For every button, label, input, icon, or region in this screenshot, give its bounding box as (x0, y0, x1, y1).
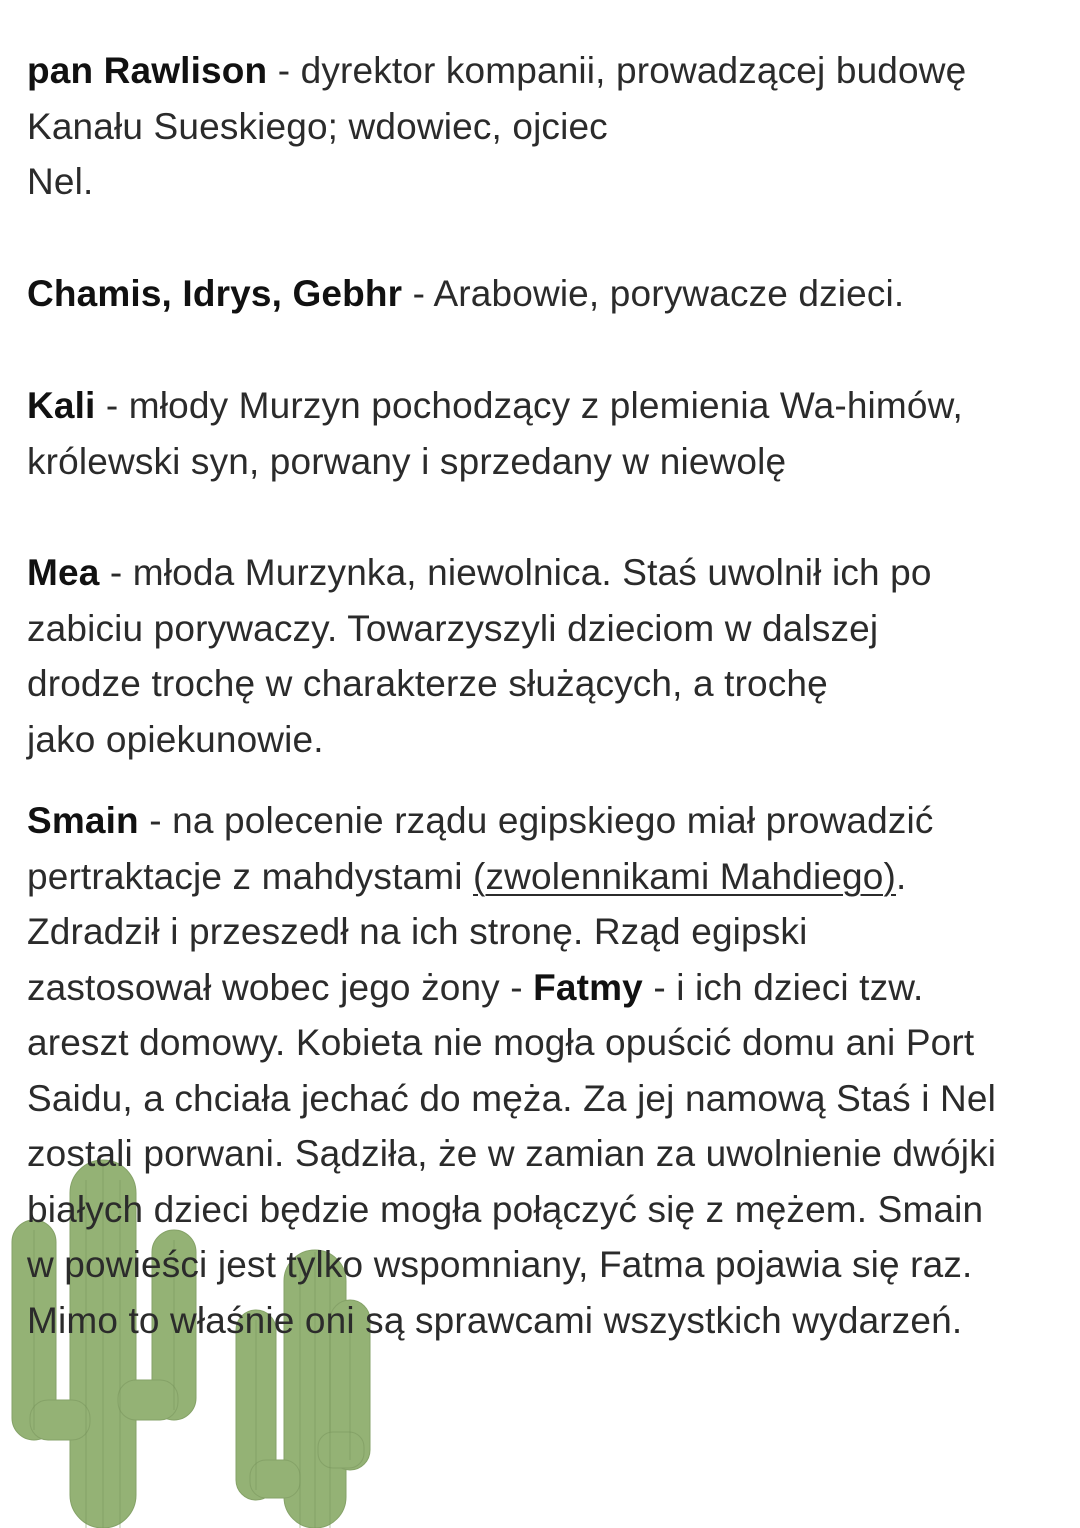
entry-line (27, 43, 1062, 99)
character-description: - Arabowie, porywacze dzieci. (402, 273, 905, 314)
entry-kali (27, 378, 1062, 489)
entry-line (27, 849, 1062, 905)
entry-line (27, 545, 1062, 601)
entry-line: Zdradził i przeszedł na ich stronę. Rząd egipski (27, 911, 808, 952)
entry-text: pertraktacje z mahdystami (27, 855, 474, 897)
entry-text: zastosował wobec jego żony - (27, 966, 534, 1008)
entry-line: drodze trochę w charakterze służących, a trochę (27, 663, 828, 704)
character-name-fatma: Fatmy (533, 966, 643, 1008)
entry-line: zostali porwani. Sądziła, że w zamian za uwolnienie dwójki (27, 1133, 997, 1174)
character-name: Kali (27, 385, 96, 426)
entry-line: w powieści jest tylko wspomniany, Fatma pojawia się raz. (27, 1244, 973, 1285)
entry-line: królewski syn, porwany i sprzedany w niewolę (27, 440, 787, 482)
character-description: - na polecenie rządu egipskiego miał prowadzić (138, 800, 934, 841)
entry-line: Saidu, a chciała jechać do męża. Za jej namową Staś i Nel (27, 1077, 996, 1119)
character-description: - dyrektor kompanii, prowadzącej budowę (267, 50, 967, 91)
character-description: - młoda Murzynka, niewolnica. Staś uwolnił ich po (99, 552, 932, 593)
character-description: - młody Murzyn pochodzący z plemienia Wa-himów, (95, 385, 963, 426)
character-name: Smain (27, 800, 139, 841)
entry-line: białych dzieci będzie mogła połączyć się z mężem. Smain (27, 1188, 984, 1230)
entry-line (27, 266, 1062, 322)
entry-line: Mimo to właśnie oni są sprawcami wszystkich wydarzeń. (27, 1299, 963, 1341)
entry-line (27, 960, 1062, 1016)
entry-line (27, 793, 1062, 849)
character-name: Chamis, Idrys, Gebhr (27, 273, 403, 314)
entry-text: . (896, 855, 907, 897)
entry-line: jako opiekunowie. (27, 718, 324, 760)
entry-rawlison (27, 43, 1062, 210)
entry-line: zabiciu porywaczy. Towarzyszyli dzieciom w dalszej (27, 607, 879, 649)
entry-line: Nel. (27, 161, 94, 202)
entry-mea (27, 545, 1062, 767)
character-name: pan Rawlison (27, 50, 268, 91)
entry-line: Kanału Sueskiego; wdowiec, ojciec (27, 105, 608, 147)
entry-chamis-idrys-gebhr (27, 266, 1062, 322)
entry-text: - i ich dzieci tzw. (642, 966, 924, 1008)
mahdi-followers-link[interactable]: (zwolennikami Mahdiego) (473, 855, 896, 897)
character-name: Mea (27, 552, 100, 593)
entry-smain (27, 793, 1062, 1348)
entry-line: areszt domowy. Kobieta nie mogła opuścić domu ani Port (27, 1022, 975, 1063)
entry-line (27, 378, 1062, 434)
